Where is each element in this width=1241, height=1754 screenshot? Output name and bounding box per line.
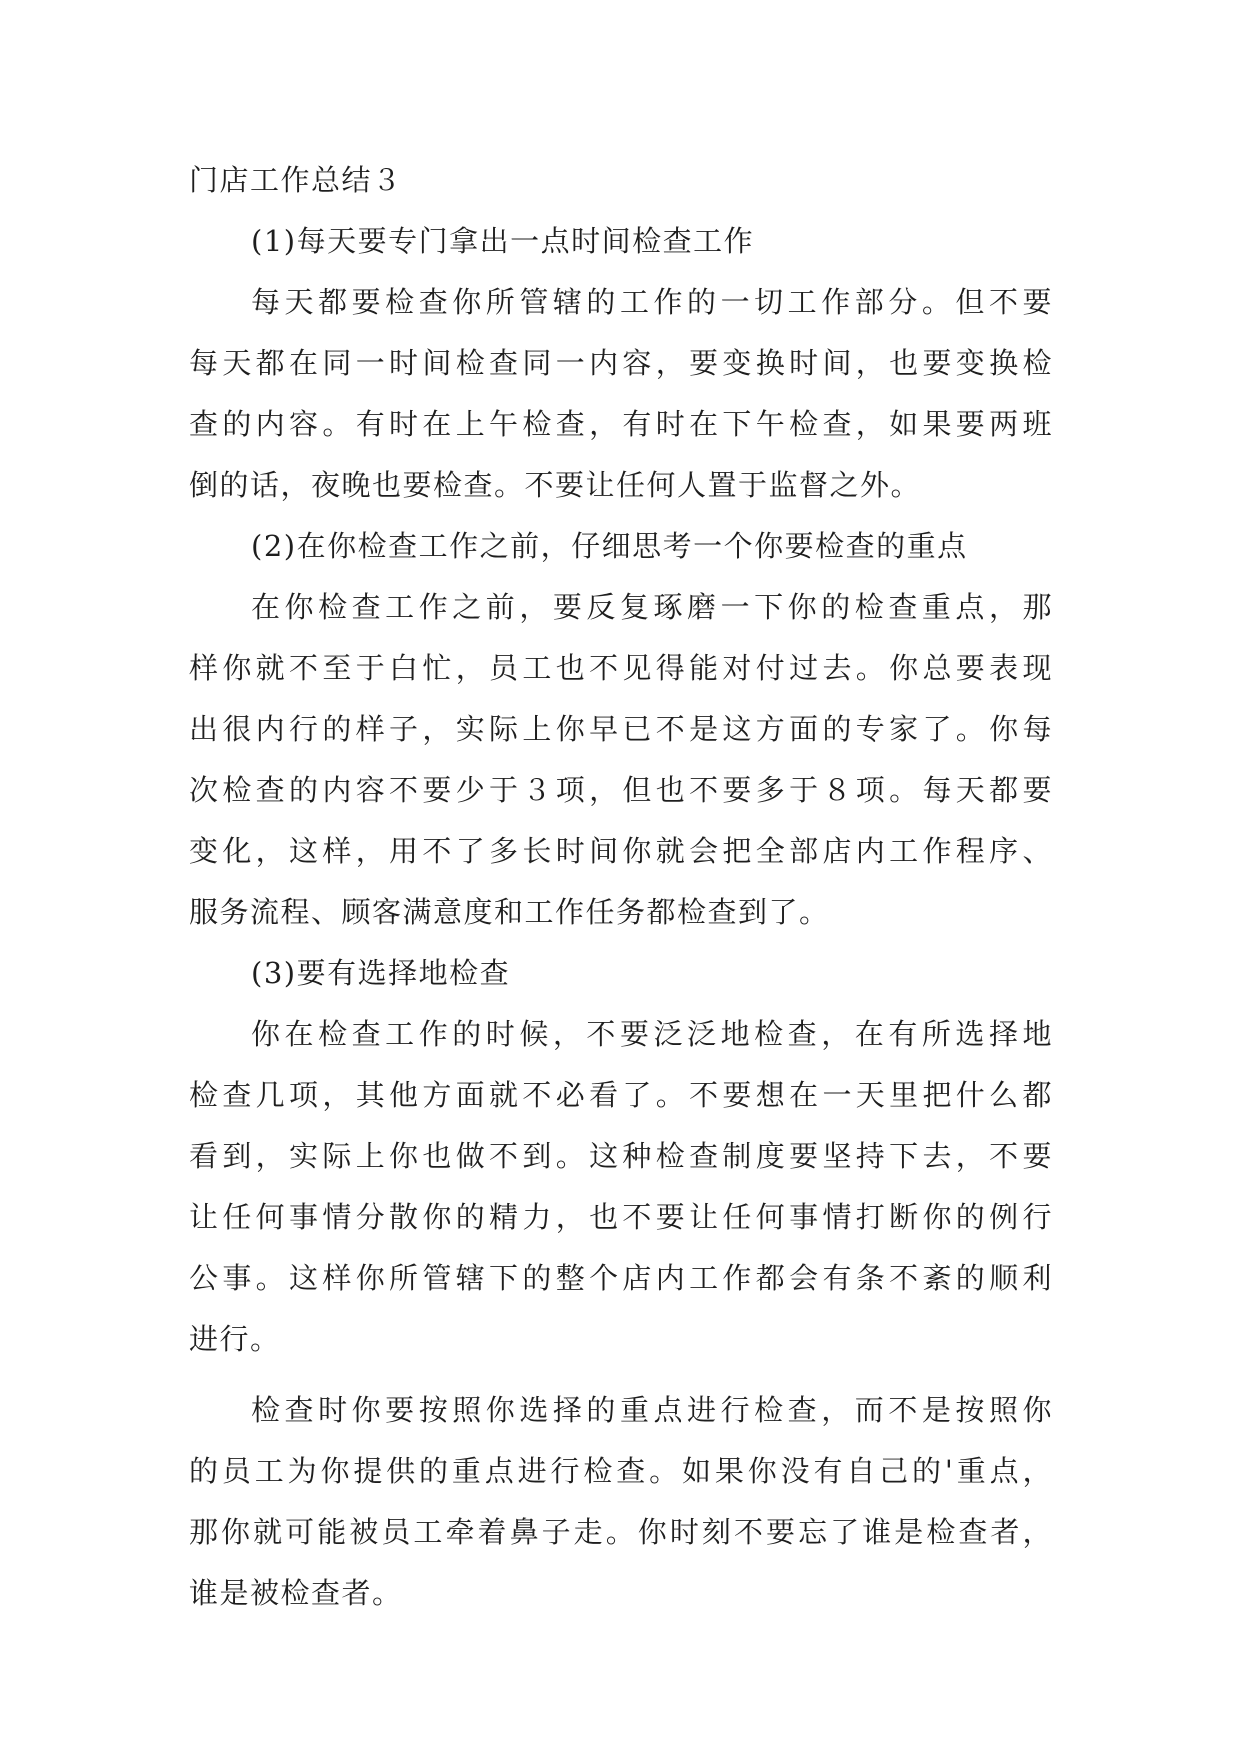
paragraph (189, 272, 1053, 516)
paragraph-line: 谁是被检查者。 (189, 1576, 403, 1610)
section-heading-2: (2)在你检查工作之前，仔细思考一个你要检查的重点 (251, 529, 968, 563)
paragraph-line: 每天都在同一时间检查同一内容，要变换时间，也要变换检 (189, 346, 1053, 380)
paragraph-line: 让任何事情分散你的精力，也不要让任何事情打断你的例行 (189, 1200, 1053, 1234)
paragraph-gap (189, 1370, 1053, 1380)
section-heading-3: (3)要有选择地检查 (251, 956, 511, 990)
document-title: 门店工作总结３ (189, 163, 403, 197)
paragraph-line: 检查时你要按照你选择的重点进行检查，而不是按照你 (251, 1393, 1053, 1427)
paragraph (189, 577, 1053, 943)
paragraph (189, 1380, 1053, 1624)
paragraph-line: 那你就可能被员工牵着鼻子走。你时刻不要忘了谁是检查者， (189, 1515, 1053, 1549)
paragraph-line: 进行。 (189, 1322, 281, 1356)
paragraph (189, 1004, 1053, 1370)
paragraph-line: 查的内容。有时在上午检查，有时在下午检查，如果要两班 (189, 407, 1053, 441)
paragraph-line: 次检查的内容不要少于３项，但也不要多于８项。每天都要 (189, 773, 1053, 807)
paragraph-line: 样你就不至于白忙，员工也不见得能对付过去。你总要表现 (189, 651, 1053, 685)
paragraph-line: 的员工为你提供的重点进行检查。如果你没有自己的'重点， (189, 1454, 1053, 1488)
paragraph-line: 服务流程、顾客满意度和工作任务都检查到了。 (189, 895, 830, 929)
section-heading-1: (1)每天要专门拿出一点时间检查工作 (251, 224, 755, 258)
paragraph-line: 看到，实际上你也做不到。这种检查制度要坚持下去，不要 (189, 1139, 1053, 1173)
paragraph-line: 出很内行的样子，实际上你早已不是这方面的专家了。你每 (189, 712, 1053, 746)
paragraph-line: 在你检查工作之前，要反复琢磨一下你的检查重点，那 (251, 590, 1053, 624)
paragraph-line: 变化，这样，用不了多长时间你就会把全部店内工作程序、 (189, 834, 1053, 868)
document-body (189, 150, 1053, 1624)
paragraph-line: 每天都要检查你所管辖的工作的一切工作部分。但不要 (251, 285, 1053, 319)
paragraph-line: 公事。这样你所管辖下的整个店内工作都会有条不紊的顺利 (189, 1261, 1053, 1295)
paragraph-line: 你在检查工作的时候，不要泛泛地检查，在有所选择地 (251, 1017, 1053, 1051)
paragraph-line: 检查几项，其他方面就不必看了。不要想在一天里把什么都 (189, 1078, 1053, 1112)
paragraph-line: 倒的话，夜晚也要检查。不要让任何人置于监督之外。 (189, 468, 922, 502)
